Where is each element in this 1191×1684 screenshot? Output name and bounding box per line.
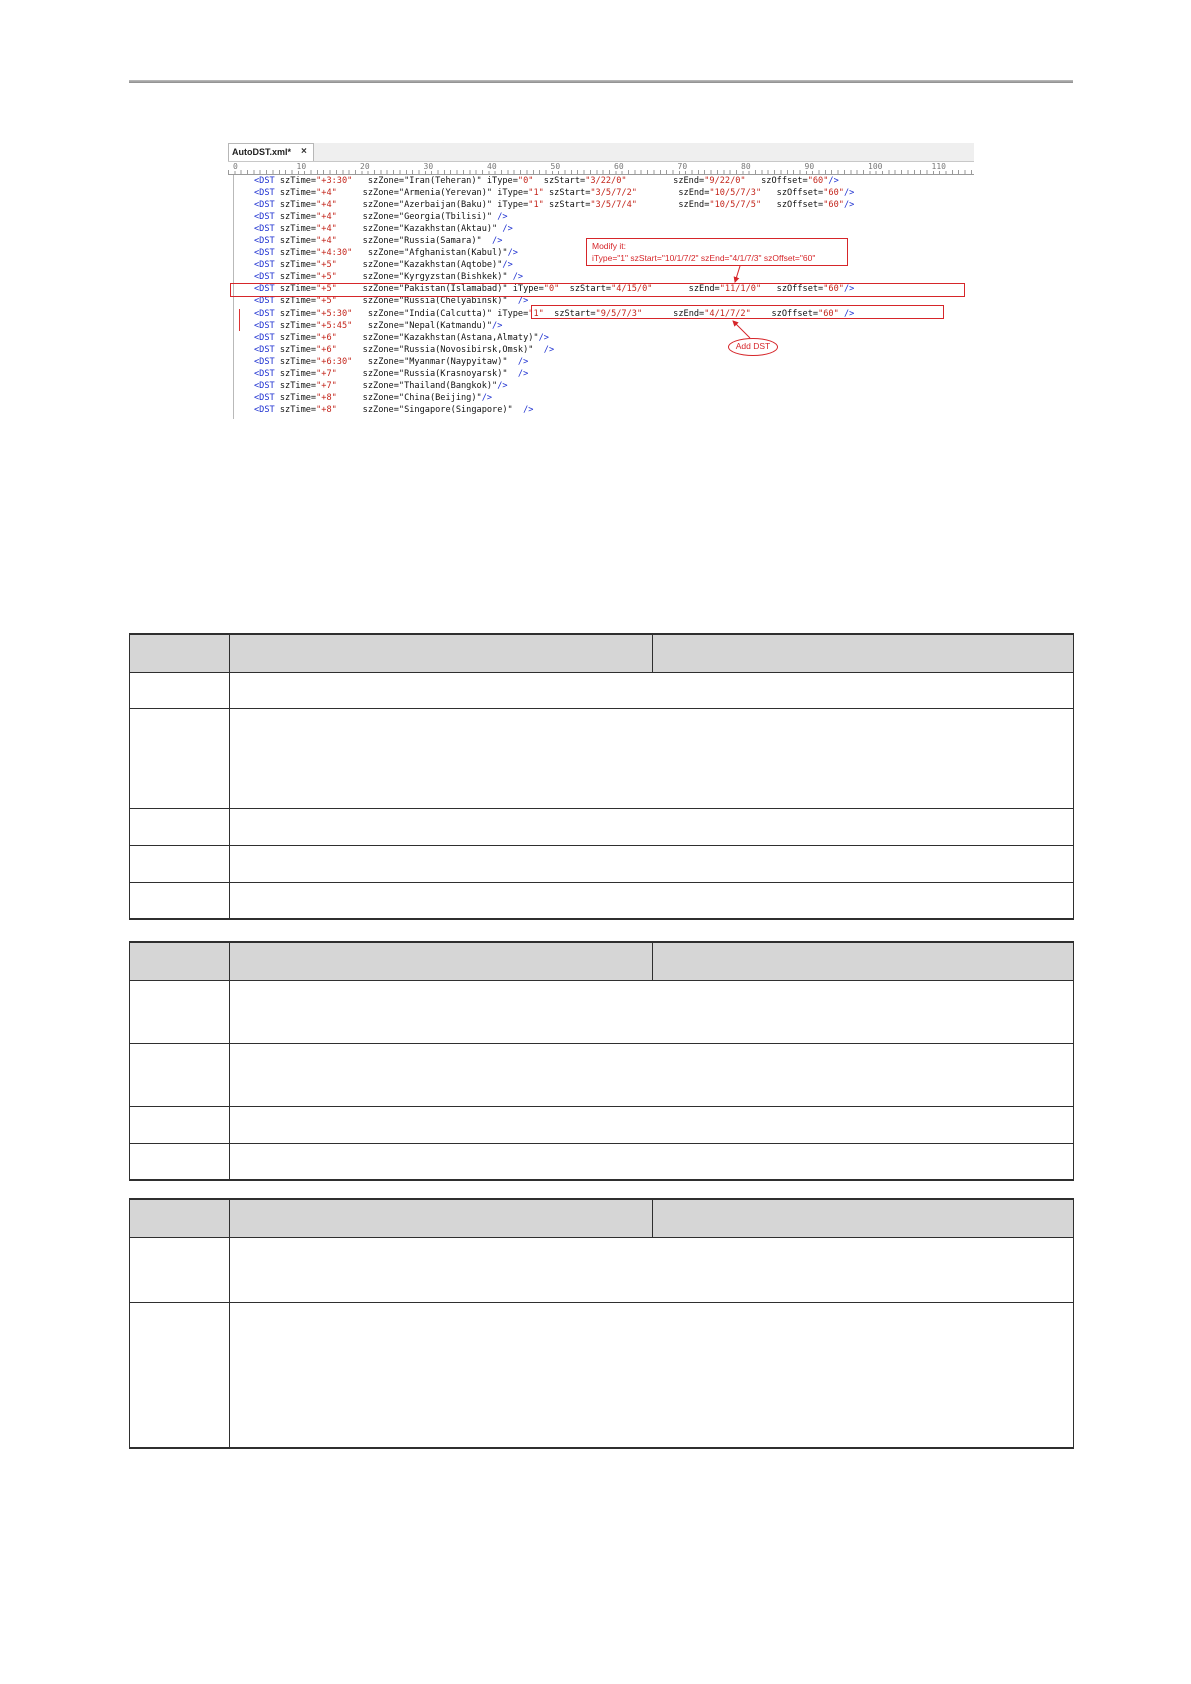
code-token: /> bbox=[512, 404, 534, 415]
code-token: szZone= bbox=[336, 200, 399, 211]
code-token: "+5" bbox=[316, 296, 337, 307]
code-token: szStart= bbox=[543, 188, 591, 199]
code-token: <DST bbox=[254, 260, 275, 271]
code-token: szZone= bbox=[336, 272, 399, 283]
code-token: "1" bbox=[528, 188, 544, 199]
table-cell bbox=[652, 1200, 1074, 1237]
code-token: <DST bbox=[254, 356, 275, 367]
ruler-mark: 100 bbox=[868, 162, 883, 171]
code-token: szOffset= bbox=[745, 176, 808, 186]
code-token: <DST bbox=[254, 248, 275, 259]
code-token: "Pakistan(Islamabad)" bbox=[398, 284, 508, 295]
code-token: szOffset= bbox=[761, 188, 824, 199]
code-token: "Kazakhstan(Aqtobe)" bbox=[398, 260, 503, 271]
code-token: "Georgia(Tbilisi)" bbox=[398, 212, 493, 223]
modify-arrow bbox=[735, 266, 740, 282]
code-token: "+7" bbox=[316, 368, 337, 379]
code-token: /> bbox=[481, 392, 493, 403]
code-token: "Kazakhstan(Aktau)" bbox=[398, 224, 498, 235]
code-token: /> bbox=[538, 332, 549, 343]
table-row bbox=[129, 1303, 1074, 1449]
table-cell bbox=[129, 883, 229, 918]
modify-annotation-title: Modify it: bbox=[592, 241, 627, 251]
code-token: szEnd= bbox=[652, 284, 720, 295]
table-cell bbox=[229, 1044, 1074, 1106]
code-token: <DST bbox=[254, 224, 275, 235]
code-token: "+7" bbox=[316, 380, 337, 391]
code-token: /> bbox=[481, 236, 503, 247]
code-token: /> bbox=[507, 272, 524, 283]
code-token: "Russia(Samara)" bbox=[398, 236, 482, 247]
code-token: "Kyrgyzstan(Bishkek)" bbox=[398, 272, 508, 283]
code-token: szStart= bbox=[543, 200, 591, 211]
code-token: szZone= bbox=[336, 392, 399, 403]
code-token: "60" bbox=[818, 308, 839, 319]
code-token: /> bbox=[507, 248, 518, 259]
code-token: <DST bbox=[254, 284, 275, 295]
table-row bbox=[129, 1144, 1074, 1181]
code-token: <DST bbox=[254, 272, 275, 283]
code-token: /> bbox=[843, 188, 855, 199]
code-token: "Russia(Chelyabinsk)" bbox=[398, 296, 508, 307]
table-cell bbox=[129, 1200, 229, 1237]
parameter-table-1 bbox=[129, 633, 1074, 920]
code-token: <DST bbox=[254, 212, 275, 223]
table-cell bbox=[229, 943, 652, 980]
code-token: szTime= bbox=[274, 260, 317, 271]
code-token: iType= bbox=[507, 284, 544, 295]
table-row bbox=[129, 809, 1074, 846]
code-token: szTime= bbox=[274, 284, 317, 295]
code-token: /> bbox=[507, 296, 529, 307]
code-token: "+4" bbox=[316, 188, 337, 199]
code-token: "60" bbox=[823, 284, 844, 295]
table-header-row bbox=[129, 635, 1074, 673]
table-row bbox=[129, 846, 1074, 883]
code-token: <DST bbox=[254, 320, 275, 331]
code-token: szTime= bbox=[274, 272, 317, 283]
table-cell bbox=[229, 981, 1074, 1043]
code-token: "3/22/0" bbox=[585, 176, 627, 186]
code-token: szZone= bbox=[336, 224, 399, 235]
table-cell bbox=[129, 709, 229, 808]
code-token: "Afghanistan(Kabul)" bbox=[404, 248, 508, 259]
code-token: <DST bbox=[254, 296, 275, 307]
page-header-rule bbox=[129, 80, 1073, 83]
code-token: "+4" bbox=[316, 200, 337, 211]
modify-annotation-code: iType="1" szStart="10/1/7/2" szEnd="4/1/7/3" szOffset="60" bbox=[592, 253, 816, 263]
code-token: szStart= bbox=[533, 176, 586, 186]
code-token: szTime= bbox=[274, 200, 317, 211]
code-token: /> bbox=[507, 368, 529, 379]
code-token: "+5" bbox=[316, 272, 337, 283]
code-token: "3/5/7/2" bbox=[590, 188, 637, 199]
code-token: szZone= bbox=[336, 188, 399, 199]
code-token: szTime= bbox=[274, 212, 317, 223]
code-token: "+4:30" bbox=[316, 248, 353, 259]
code-token: "9/5/7/3" bbox=[595, 308, 643, 319]
code-token: szTime= bbox=[274, 332, 317, 343]
table-cell bbox=[129, 943, 229, 980]
table-cell bbox=[229, 1107, 1074, 1143]
table-row bbox=[129, 673, 1074, 709]
table-cell bbox=[129, 1303, 229, 1447]
code-token: "+5:30" bbox=[316, 308, 353, 319]
ruler-mark: 60 bbox=[614, 162, 624, 171]
code-token: iType= bbox=[492, 308, 529, 319]
table-cell bbox=[129, 1107, 229, 1143]
code-token: /> bbox=[492, 212, 508, 223]
table-cell bbox=[129, 809, 229, 845]
code-token: szTime= bbox=[274, 356, 317, 367]
table-cell bbox=[652, 635, 1074, 672]
code-token: /> bbox=[507, 356, 529, 367]
close-icon[interactable]: × bbox=[301, 146, 307, 157]
table-row bbox=[129, 1238, 1074, 1303]
code-token: /> bbox=[502, 260, 513, 271]
code-token: szZone= bbox=[336, 344, 399, 355]
code-token: "10/5/7/5" bbox=[709, 200, 762, 211]
code-token: "1" bbox=[528, 200, 544, 211]
table-cell bbox=[229, 635, 652, 672]
code-token: "Singapore(Singapore)" bbox=[398, 404, 513, 415]
table-cell bbox=[129, 635, 229, 672]
code-token: "60" bbox=[807, 176, 829, 186]
code-token: /> bbox=[828, 176, 839, 186]
code-token: <DST bbox=[254, 332, 275, 343]
table-cell bbox=[129, 673, 229, 708]
code-token: szZone= bbox=[336, 404, 399, 415]
code-token: szZone= bbox=[336, 284, 399, 295]
ruler-mark: 40 bbox=[487, 162, 497, 171]
code-token: "60" bbox=[823, 188, 844, 199]
code-token: "China(Beijing)" bbox=[398, 392, 482, 403]
code-token: "Armenia(Yerevan)" bbox=[398, 188, 493, 199]
ruler-mark: 90 bbox=[804, 162, 815, 171]
code-token: "+6" bbox=[316, 332, 337, 343]
code-token: "India(Calcutta)" bbox=[404, 308, 493, 319]
table-cell bbox=[229, 846, 1074, 882]
code-token: "Nepal(Katmandu)" bbox=[404, 320, 493, 331]
table-cell bbox=[229, 709, 1074, 808]
table-row bbox=[129, 1044, 1074, 1107]
code-token: /> bbox=[843, 200, 855, 211]
table-cell bbox=[229, 1238, 1074, 1302]
code-token: szTime= bbox=[274, 188, 317, 199]
ruler-mark: 110 bbox=[931, 162, 946, 171]
code-token: /> bbox=[533, 344, 555, 355]
table-row bbox=[129, 883, 1074, 920]
code-token: szTime= bbox=[274, 296, 317, 307]
code-token: "Thailand(Bangkok)" bbox=[398, 380, 498, 391]
code-token: <DST bbox=[254, 200, 275, 211]
code-token: szZone= bbox=[352, 320, 405, 331]
add-dst-annotation: Add DST bbox=[728, 338, 778, 356]
code-token: <DST bbox=[254, 308, 275, 319]
ruler-mark: 10 bbox=[296, 162, 307, 171]
code-token: "+6:30" bbox=[316, 356, 353, 367]
code-token: <DST bbox=[254, 236, 275, 247]
code-token: "11/1/0" bbox=[719, 284, 762, 295]
code-token: szEnd= bbox=[636, 200, 710, 211]
table-cell bbox=[229, 1200, 652, 1237]
code-token: "4/15/0" bbox=[611, 284, 653, 295]
code-token: szZone= bbox=[336, 332, 399, 343]
ruler-mark: 0 bbox=[233, 162, 238, 171]
table-row bbox=[129, 1107, 1074, 1144]
code-token: "+5:45" bbox=[316, 320, 353, 331]
code-token: iType= bbox=[492, 200, 529, 211]
code-token: /> bbox=[843, 284, 855, 295]
code-token: "+4" bbox=[316, 224, 337, 235]
code-token: szTime= bbox=[274, 380, 317, 391]
code-token: "Russia(Novosibirsk,Omsk)" bbox=[398, 344, 534, 355]
table-header-row bbox=[129, 1200, 1074, 1238]
code-token: szZone= bbox=[336, 260, 399, 271]
table-row bbox=[129, 981, 1074, 1044]
code-token: szZone= bbox=[336, 296, 399, 307]
code-token: /> bbox=[838, 308, 855, 319]
code-token: /> bbox=[497, 224, 513, 235]
code-token: "60" bbox=[823, 200, 844, 211]
table-cell bbox=[229, 883, 1074, 918]
table-cell bbox=[229, 673, 1074, 708]
code-token: szZone= bbox=[352, 308, 405, 319]
code-token: szOffset= bbox=[761, 284, 824, 295]
code-token: "Kazakhstan(Astana,Almaty)" bbox=[398, 332, 539, 343]
ruler-mark: 30 bbox=[423, 162, 434, 171]
code-token: "+8" bbox=[316, 404, 337, 415]
code-token: "10/5/7/3" bbox=[709, 188, 762, 199]
code-token: szZone= bbox=[336, 236, 399, 247]
code-token: szZone= bbox=[336, 368, 399, 379]
code-token: "0" bbox=[517, 176, 534, 186]
code-token: "0" bbox=[543, 284, 560, 295]
ruler-mark: 70 bbox=[677, 162, 688, 171]
annotation-arrows bbox=[228, 143, 974, 419]
table-cell bbox=[229, 809, 1074, 845]
tab-label: AutoDST.xml* bbox=[232, 147, 292, 157]
code-token: "Iran(Teheran)" bbox=[404, 176, 482, 186]
ruler-mark: 20 bbox=[360, 162, 370, 171]
code-token: szZone= bbox=[336, 380, 399, 391]
table-cell bbox=[229, 1303, 1074, 1447]
parameter-table-3 bbox=[129, 1198, 1074, 1449]
code-token: "3/5/7/4" bbox=[590, 200, 637, 211]
add-dst-arrow bbox=[733, 321, 750, 338]
code-token: <DST bbox=[254, 188, 275, 199]
code-token: szZone= bbox=[352, 176, 405, 186]
code-token: szTime= bbox=[274, 224, 317, 235]
code-token: szTime= bbox=[274, 392, 317, 403]
code-token: szOffset= bbox=[761, 200, 824, 211]
code-token: "4/1/7/2" bbox=[704, 308, 751, 319]
code-token: szStart= bbox=[543, 308, 596, 319]
code-token: szTime= bbox=[274, 308, 317, 319]
code-token: szZone= bbox=[336, 212, 399, 223]
code-token: "Russia(Krasnoyarsk)" bbox=[398, 368, 508, 379]
code-token: szStart= bbox=[559, 284, 612, 295]
code-token: "+8" bbox=[316, 392, 337, 403]
code-token: szTime= bbox=[274, 176, 317, 186]
code-token: "Azerbaijan(Baku)" bbox=[398, 200, 493, 211]
table-cell bbox=[129, 1238, 229, 1302]
code-token: szTime= bbox=[274, 368, 317, 379]
code-token: "+6" bbox=[316, 344, 337, 355]
code-token: szTime= bbox=[274, 344, 317, 355]
code-token: szOffset= bbox=[750, 308, 819, 319]
code-token: "9/22/0" bbox=[704, 176, 746, 186]
code-token: "1" bbox=[528, 308, 544, 319]
code-token: szZone= bbox=[352, 248, 405, 259]
code-token: szEnd= bbox=[626, 176, 705, 186]
xml-editor-screenshot bbox=[228, 143, 974, 419]
table-header-row bbox=[129, 943, 1074, 981]
code-token: <DST bbox=[254, 344, 275, 355]
table-cell bbox=[652, 943, 1074, 980]
code-token: szEnd= bbox=[642, 308, 705, 319]
code-token: <DST bbox=[254, 380, 275, 391]
code-token: <DST bbox=[254, 176, 275, 186]
ruler-mark: 80 bbox=[741, 162, 751, 171]
table-cell bbox=[129, 846, 229, 882]
parameter-table-2 bbox=[129, 941, 1074, 1181]
table-cell bbox=[129, 1044, 229, 1106]
table-cell bbox=[129, 1144, 229, 1179]
table-cell bbox=[129, 981, 229, 1043]
code-token: szEnd= bbox=[636, 188, 710, 199]
code-token: szTime= bbox=[274, 248, 317, 259]
code-token: szZone= bbox=[352, 356, 405, 367]
ruler-mark: 50 bbox=[550, 162, 561, 171]
table-row bbox=[129, 709, 1074, 809]
code-token: "+4" bbox=[316, 236, 337, 247]
code-token: <DST bbox=[254, 368, 275, 379]
code-token: /> bbox=[497, 380, 508, 391]
code-token: <DST bbox=[254, 404, 275, 415]
code-token: iType= bbox=[492, 188, 529, 199]
code-token: "+4" bbox=[316, 212, 337, 223]
code-token: szTime= bbox=[274, 320, 317, 331]
code-token: "+5" bbox=[316, 284, 337, 295]
code-token: <DST bbox=[254, 392, 275, 403]
code-token: szTime= bbox=[274, 236, 317, 247]
code-token: szTime= bbox=[274, 404, 317, 415]
code-token: "+5" bbox=[316, 260, 337, 271]
table-cell bbox=[229, 1144, 1074, 1179]
code-token: "+3:30" bbox=[316, 176, 353, 186]
code-token: /> bbox=[492, 320, 503, 331]
code-token: "Myanmar(Naypyitaw)" bbox=[404, 356, 508, 367]
code-token: iType= bbox=[481, 176, 518, 186]
